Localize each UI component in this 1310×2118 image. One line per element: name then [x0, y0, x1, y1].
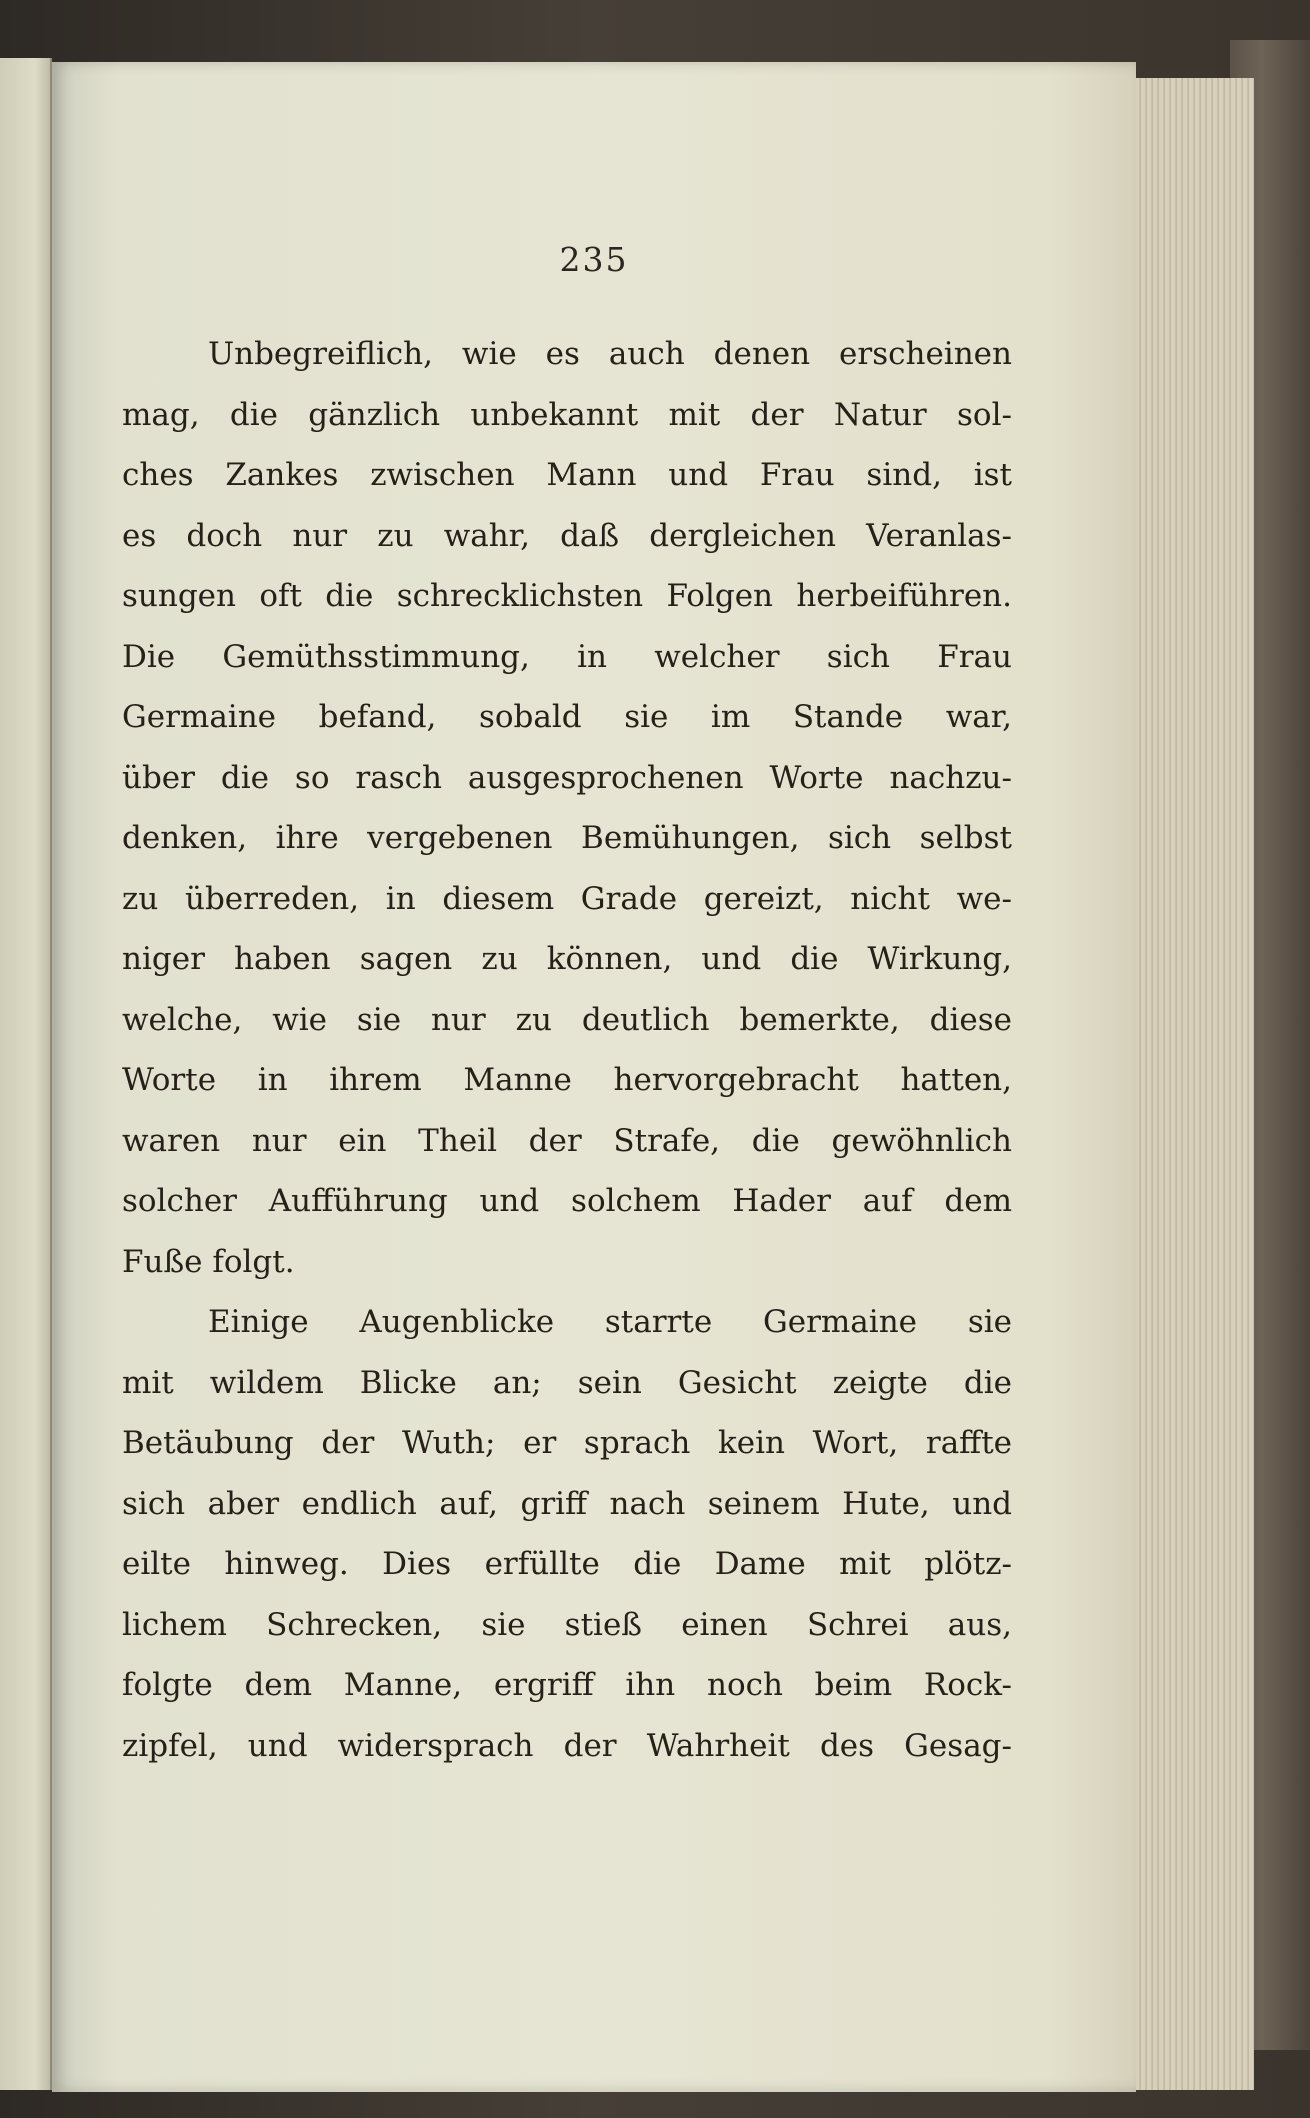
text-line: folgte dem Manne, ergriff ihn noch beim Rock-	[122, 1667, 1012, 1703]
page-number: 235	[559, 240, 629, 279]
text-line: zu überreden, in diesem Grade gereizt, nicht we-	[122, 880, 1012, 917]
text-line: mit wildem Blicke an; sein Gesicht zeigte die	[122, 1364, 1012, 1401]
text-line: Einige Augenblicke starrte Germaine sie	[208, 1304, 1012, 1340]
text-line: Die Gemüthsstimmung, in welcher sich Frau	[122, 638, 1012, 675]
page-stack-edges	[1134, 78, 1254, 2090]
text-line: Unbegreiflich, wie es auch denen erscheinen	[208, 336, 1012, 372]
page-text	[122, 324, 1012, 1776]
text-line: eilte hinweg. Dies erfüllte die Dame mit plötz-	[122, 1546, 1012, 1582]
text-line: solcher Aufführung und solchem Hader auf dem	[122, 1183, 1012, 1219]
text-line: welche, wie sie nur zu deutlich bemerkte, diese	[122, 1001, 1012, 1038]
text-line: sich aber endlich auf, griff nach seinem Hute, und	[122, 1485, 1012, 1522]
text-line: ches Zankes zwischen Mann und Frau sind, ist	[122, 457, 1012, 493]
text-line: lichem Schrecken, sie stieß einen Schrei aus,	[122, 1606, 1012, 1643]
text-line: waren nur ein Theil der Strafe, die gewöhnlich	[122, 1122, 1012, 1159]
text-line: Betäubung der Wuth; er sprach kein Wort, raffte	[122, 1425, 1012, 1461]
text-line: denken, ihre vergebenen Bemühungen, sich selbst	[122, 820, 1012, 856]
book-page	[52, 62, 1136, 2092]
text-line: mag, die gänzlich unbekannt mit der Natur sol-	[122, 396, 1012, 433]
text-line: über die so rasch ausgesprochenen Worte nachzu-	[122, 759, 1012, 796]
text-line: es doch nur zu wahr, daß dergleichen Veranlas-	[122, 517, 1012, 554]
text-line: zipfel, und widersprach der Wahrheit des Gesag-	[122, 1727, 1012, 1764]
previous-page-edge	[0, 58, 52, 2090]
text-line: Fuße folgt.	[122, 1243, 295, 1280]
text-line: sungen oft die schrecklichsten Folgen herbeiführen.	[122, 578, 1012, 614]
text-line: Germaine befand, sobald sie im Stande war,	[122, 699, 1012, 735]
text-line: Worte in ihrem Manne hervorgebracht hatten,	[122, 1062, 1012, 1098]
text-line: niger haben sagen zu können, und die Wirkung,	[122, 941, 1012, 977]
